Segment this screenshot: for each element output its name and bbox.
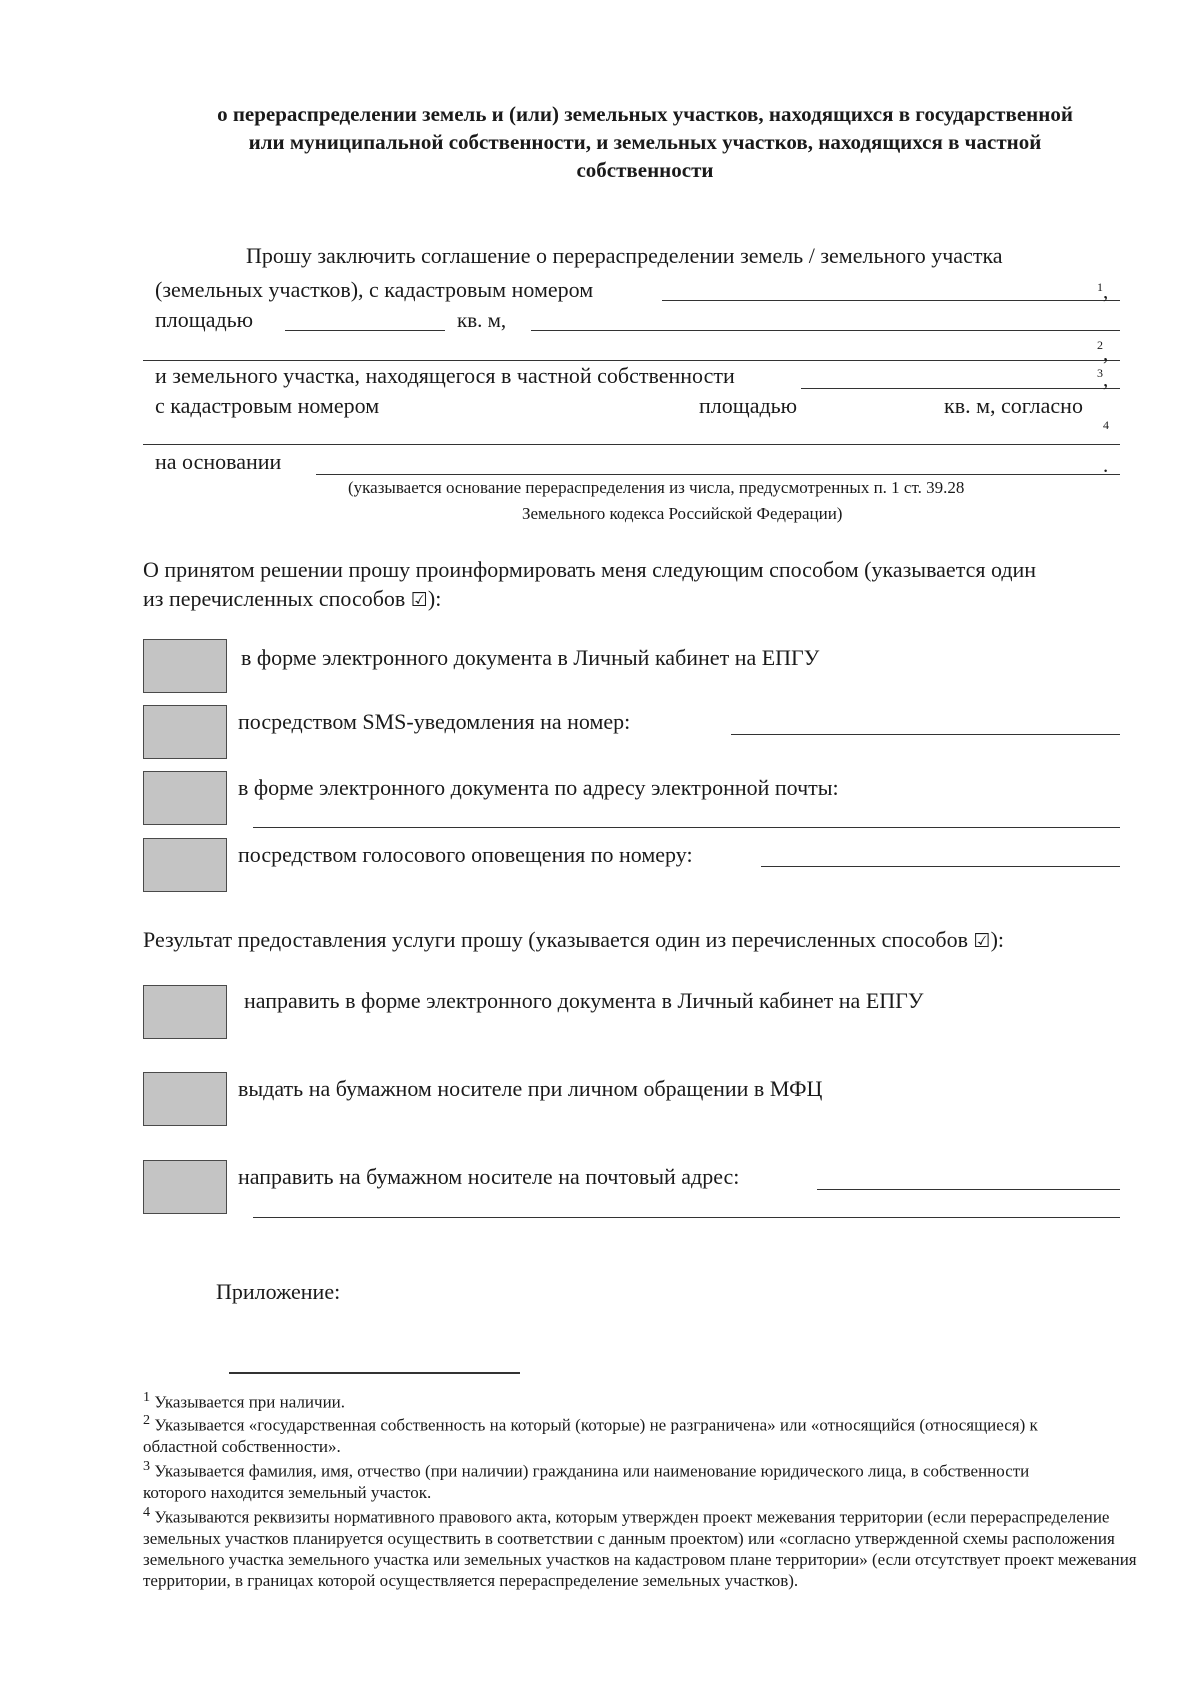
footnote-2-text: Указывается «государственная собственность на который (которые) не разграничена» или «относящийся (относящиеся) к областной собственности». — [143, 1415, 1038, 1456]
request-line-2: (земельных участков), с кадастровым номером — [155, 277, 594, 302]
cadastral-number-field[interactable] — [662, 300, 1120, 301]
owner-field[interactable] — [801, 388, 1120, 389]
plot-description-field-1[interactable] — [531, 330, 1120, 331]
private-plot-label: и земельного участка, находящегося в частной собственности — [155, 363, 735, 388]
document-title — [140, 100, 1150, 184]
basis-field[interactable] — [316, 474, 1120, 475]
notify-heading-1: О принятом решении прошу проинформировать меня следующим способом (указывается один — [143, 557, 1037, 582]
footnote-mark-2: 2 — [1097, 338, 1103, 352]
result-option-label-3: направить на бумажном носителе на почтовый адрес: — [238, 1164, 740, 1189]
sq-m-according-label: кв. м, согласно — [944, 393, 1083, 418]
comma-1: , — [1103, 279, 1109, 303]
sq-m-label: кв. м, — [457, 308, 507, 332]
footnote-4-number: 4 — [143, 1504, 151, 1520]
notify-heading-2-text: из перечисленных способов — [143, 586, 406, 611]
comma-2: , — [1103, 341, 1109, 365]
footnote-mark-1: 1 — [1097, 280, 1103, 294]
legal-act-field[interactable] — [143, 444, 1120, 445]
footnote-3 — [143, 1456, 1083, 1503]
notify-option-label-4: посредством голосового оповещения по номеру: — [238, 842, 693, 867]
footnote-2-number: 2 — [143, 1412, 151, 1428]
footnote-3-text: Указывается фамилия, имя, отчество (при наличии) гражданина или наименование юридического лица, в собственности которого находится земельный участок. — [143, 1461, 1030, 1502]
sms-phone-field[interactable] — [731, 734, 1120, 735]
notify-option-checkbox-2[interactable] — [143, 705, 227, 759]
cadastral-label: с кадастровым номером — [155, 393, 380, 418]
footnote-mark-3: 3 — [1097, 366, 1103, 380]
checkbox-checked-icon: ☑ — [973, 930, 991, 952]
notify-option-checkbox-4[interactable] — [143, 838, 227, 892]
comma-3: , — [1103, 367, 1109, 391]
result-option-checkbox-1[interactable] — [143, 985, 227, 1039]
basis-label: на основании — [155, 449, 282, 474]
footnote-1 — [143, 1387, 1143, 1413]
notify-heading-2 — [143, 585, 441, 614]
notify-option-label-1: в форме электронного документа в Личный кабинет на ЕПГУ — [241, 645, 820, 670]
notify-option-checkbox-1[interactable] — [143, 639, 227, 693]
title-line-3: собственности — [576, 158, 714, 182]
title-line-2: или муниципальной собственности, и земельных участков, находящихся в частной — [248, 130, 1042, 154]
area-label-2: площадью — [699, 393, 798, 418]
title-line-1: о перераспределении земель и (или) земельных участков, находящихся в государственной — [217, 102, 1073, 126]
email-field[interactable] — [253, 827, 1120, 828]
footnote-2 — [143, 1410, 1083, 1457]
result-option-label-2: выдать на бумажном носителе при личном обращении в МФЦ — [238, 1076, 823, 1101]
period-1: . — [1103, 453, 1109, 477]
result-option-checkbox-2[interactable] — [143, 1072, 227, 1126]
footnote-separator — [229, 1372, 520, 1374]
footnote-4 — [143, 1502, 1143, 1591]
result-heading-end: ): — [990, 927, 1005, 952]
area-field[interactable] — [285, 330, 445, 331]
result-heading — [143, 926, 1004, 955]
footnote-3-number: 3 — [143, 1458, 151, 1474]
voice-phone-field[interactable] — [761, 866, 1120, 867]
attachment-label: Приложение: — [216, 1279, 341, 1304]
footnote-mark-4: 4 — [1103, 418, 1109, 432]
basis-hint-1: (указывается основание перераспределения из числа, предусмотренных п. 1 ст. 39.28 — [348, 478, 965, 497]
notify-option-checkbox-3[interactable] — [143, 771, 227, 825]
result-heading-text: Результат предоставления услуги прошу (указывается один из перечисленных способов — [143, 927, 969, 952]
plot-description-field-2[interactable] — [143, 360, 1120, 361]
footnote-1-text: Указывается при наличии. — [154, 1392, 346, 1412]
footnote-1-number: 1 — [143, 1389, 151, 1405]
postal-address-field-2[interactable] — [253, 1217, 1120, 1218]
area-label: площадью — [155, 307, 254, 332]
notify-option-label-2: посредством SMS-уведомления на номер: — [238, 709, 631, 734]
postal-address-field-1[interactable] — [817, 1189, 1120, 1190]
result-option-checkbox-3[interactable] — [143, 1160, 227, 1214]
notify-heading-2-end: ): — [427, 586, 442, 611]
checkbox-checked-icon: ☑ — [410, 589, 428, 611]
result-option-label-1: направить в форме электронного документа в Личный кабинет на ЕПГУ — [244, 988, 924, 1013]
footnote-4-text: Указываются реквизиты нормативного правового акта, которым утвержден проект межевания территории (если перераспределение земельных участков планируется осуществить в соответствии с данным проектом) или «согласно утвержденной схемы расположения земельного участка земельного участка или земельных участков на кадастровом плане территории» (если отсутствует проект межевания территории, в границах которой осуществляется перераспределение земельных участков). — [143, 1507, 1137, 1590]
notify-option-label-3: в форме электронного документа по адресу электронной почты: — [238, 775, 839, 800]
basis-hint-2: Земельного кодекса Российской Федерации) — [522, 504, 843, 523]
request-line-1: Прошу заключить соглашение о перераспределении земель / земельного участка — [246, 243, 1003, 268]
